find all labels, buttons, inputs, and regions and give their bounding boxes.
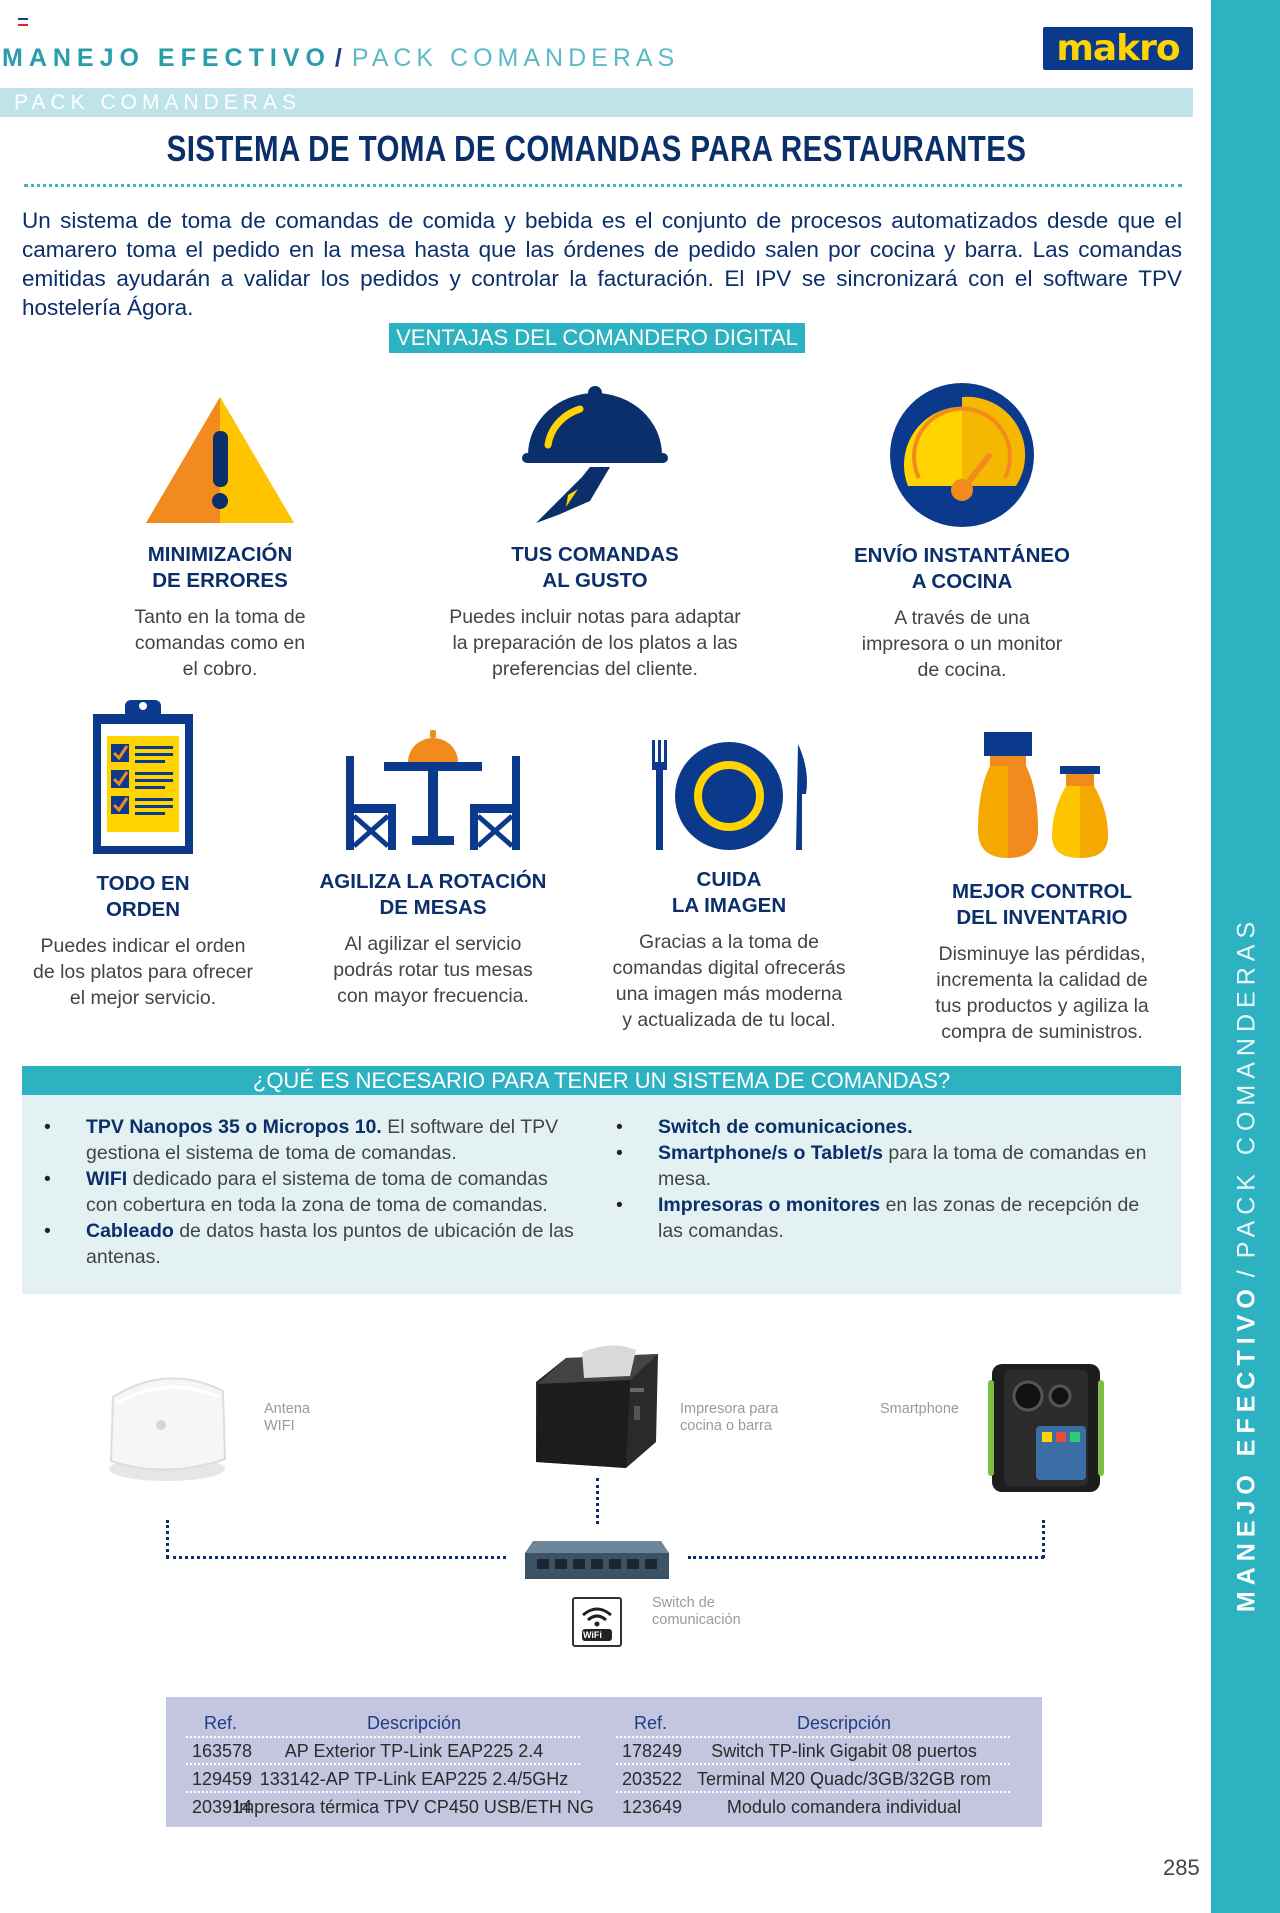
table-cell-ref: 129459 — [192, 1769, 253, 1789]
feature-desc-line2: la preparación de los platos a las — [452, 632, 738, 654]
antenna-label-line2: WIFI — [264, 1418, 295, 1434]
section-title-separator: / — [334, 44, 348, 72]
clipboard-icon — [91, 696, 195, 856]
switch-label — [652, 1595, 741, 1629]
table-row-divider — [186, 1763, 580, 1765]
side-bar-label-sub: PACK COMANDERAS — [1232, 915, 1261, 1259]
table-row-divider — [616, 1763, 1010, 1765]
feature-desc-line2: podrás rotar tus mesas — [333, 959, 533, 981]
table-cell-ref: 203522 — [622, 1769, 683, 1789]
feature-desc-line3: el cobro. — [182, 658, 258, 680]
list-item — [22, 1166, 582, 1218]
feature-title-line1: MEJOR CONTROL — [952, 880, 1132, 903]
section-title-bold: MANEJO EFECTIVO — [2, 44, 331, 72]
list-item-text: de datos hasta los puntos de ubicación de las antenas. — [86, 1220, 574, 1268]
feature-title-line2: AL GUSTO — [542, 569, 648, 592]
feature-everything-in-order — [23, 696, 263, 1011]
feature-title-line1: TODO EN — [96, 872, 190, 895]
feature-inventory-control — [902, 730, 1182, 1045]
connection-line-smartphone — [1042, 1520, 1045, 1558]
feature-desc-line3: el mejor servicio. — [69, 987, 217, 1009]
table-cell-description: 133142-AP TP-Link EAP225 2.4/5GHz — [259, 1769, 569, 1789]
list-item-text: dedicado para el sistema de toma de comandas con cobertura en toda la zona de toma de comandas. — [86, 1168, 548, 1216]
feature-instant-send — [822, 382, 1102, 683]
connection-line-printer — [596, 1478, 599, 1524]
feature-image — [593, 740, 865, 1033]
language-flag-icon — [18, 18, 28, 26]
thermal-printer-image — [526, 1336, 664, 1472]
table-header-ref: Ref. — [204, 1713, 238, 1733]
connection-line-left — [166, 1556, 506, 1559]
feature-title-line2: ORDEN — [105, 898, 181, 921]
table-cell-description: AP Exterior TP-Link EAP225 2.4 — [284, 1741, 544, 1761]
list-item — [22, 1114, 582, 1166]
feature-desc-line1: Puedes indicar el orden — [40, 935, 246, 957]
table-chairs-icon — [344, 728, 522, 856]
list-item-text: en las zonas de recepción de las comandas. — [658, 1194, 1140, 1242]
feature-desc-line2: incrementa la calidad de — [936, 969, 1148, 991]
gauge-icon — [889, 382, 1035, 528]
table-cell-description: Switch TP-link Gigabit 08 puertos — [711, 1741, 977, 1761]
feature-desc-line3: con mayor frecuencia. — [337, 985, 529, 1007]
feature-title-line1: MINIMIZACIÓN — [147, 543, 293, 566]
warning-icon — [142, 393, 298, 527]
table-cell-ref: 163578 — [192, 1741, 253, 1761]
switch-label-line1: Switch de — [652, 1595, 715, 1611]
feature-desc-line1: Tanto en la toma de — [134, 606, 306, 628]
list-item-bold: Impresoras o monitores — [658, 1194, 881, 1216]
requirements-right — [594, 1114, 1166, 1244]
feature-title-line2: A COCINA — [911, 570, 1013, 593]
smartphone-label: Smartphone — [880, 1401, 959, 1417]
smartphone-image — [988, 1360, 1104, 1496]
feature-desc-line1: Gracias a la toma de — [639, 931, 819, 953]
wifi-badge-text: WiFi — [583, 1630, 602, 1640]
feature-custom-orders — [430, 383, 760, 682]
condiment-bottles-icon — [972, 730, 1112, 862]
list-item — [594, 1140, 1166, 1192]
table-row-divider — [186, 1791, 580, 1793]
antenna-label — [264, 1401, 310, 1435]
advantages-heading: VENTAJAS DEL COMANDERO DIGITAL — [389, 323, 805, 353]
feature-title-line2: LA IMAGEN — [671, 894, 787, 917]
page-title: SISTEMA DE TOMA DE COMANDAS PARA RESTAURANTES — [166, 128, 1027, 169]
printer-label — [680, 1401, 778, 1435]
feature-title-line2: DE ERRORES — [152, 569, 288, 592]
table-header-description: Descripción — [366, 1713, 462, 1733]
wifi-antenna-image — [103, 1367, 233, 1485]
requirements-left — [22, 1114, 582, 1270]
page-number: 285 — [1163, 1855, 1200, 1880]
table-row-divider — [616, 1736, 1010, 1738]
plate-cutlery-icon — [646, 740, 812, 852]
switch-label-line2: comunicación — [652, 1612, 741, 1628]
list-item — [594, 1114, 1166, 1140]
feature-desc-line4: y actualizada de tu local. — [622, 1009, 836, 1031]
feature-desc-line3: una imagen más moderna — [615, 983, 843, 1005]
title-divider — [24, 184, 1182, 187]
list-item-bold: TPV Nanopos 35 o Micropos 10. — [86, 1116, 382, 1138]
side-bar-label-bold: MANEJO EFECTIVO — [1232, 1283, 1261, 1613]
section-band — [0, 88, 1193, 117]
list-item-bold: WIFI — [86, 1168, 128, 1190]
table-row-divider — [616, 1791, 1010, 1793]
feature-desc-line3: tus productos y agiliza la — [935, 995, 1149, 1017]
network-switch-image — [523, 1537, 671, 1583]
logo-text: makro — [1056, 28, 1180, 69]
section-band-label: PACK COMANDERAS — [14, 91, 301, 114]
table-header-description: Descripción — [796, 1713, 892, 1733]
feature-title-line1: ENVÍO INSTANTÁNEO — [853, 544, 1071, 567]
list-item-text: El software del TPV gestiona el sistema de toma de comandas. — [86, 1116, 559, 1164]
feature-desc-line2: comandas digital ofrecerás — [612, 957, 846, 979]
wifi-badge — [572, 1597, 622, 1647]
antenna-label-line1: Antena — [264, 1401, 310, 1417]
list-item-bold: Switch de comunicaciones. — [658, 1116, 913, 1138]
requirements-heading: ¿QUÉ ES NECESARIO PARA TENER UN SISTEMA DE COMANDAS? — [22, 1066, 1181, 1095]
feature-desc-line1: Al agilizar el servicio — [344, 933, 522, 955]
feature-desc-line2: de los platos para ofrecer — [32, 961, 254, 983]
table-cell-ref: 123649 — [622, 1797, 683, 1817]
feature-title-line1: CUIDA — [696, 868, 762, 891]
table-cell-description: Terminal M20 Quadc/3GB/32GB rom — [696, 1769, 992, 1789]
connection-line-right — [688, 1556, 1044, 1559]
feature-minimize-errors — [100, 393, 340, 682]
feature-title-line2: DEL INVENTARIO — [956, 906, 1128, 929]
connection-line-antenna — [166, 1520, 169, 1558]
table-cell-description: Modulo comandera individual — [726, 1797, 962, 1817]
table-cell-ref: 203914 — [192, 1797, 253, 1817]
feature-desc-line4: compra de suministros. — [941, 1021, 1143, 1043]
side-bar-label — [1233, 916, 1262, 1612]
feature-desc-line1: Puedes incluir notas para adaptar — [449, 606, 741, 628]
list-item-text: para la toma de comandas en mesa. — [658, 1142, 1147, 1190]
cloche-icon — [520, 383, 670, 527]
feature-desc-line1: Disminuye las pérdidas, — [938, 943, 1146, 965]
feature-title-line2: DE MESAS — [379, 896, 487, 919]
makro-logo — [1043, 27, 1193, 70]
list-item — [594, 1192, 1166, 1244]
feature-desc-line2: impresora o un monitor — [861, 633, 1063, 655]
list-item-bold: Cableado — [86, 1220, 174, 1242]
feature-desc-line3: de cocina. — [917, 659, 1007, 681]
feature-table-rotation — [303, 728, 563, 1009]
section-title-sub: PACK COMANDERAS — [351, 44, 680, 72]
list-item — [22, 1218, 582, 1270]
printer-label-line1: Impresora para — [680, 1401, 779, 1417]
section-title — [2, 44, 679, 73]
table-row-divider — [186, 1736, 580, 1738]
table-cell-description: Impresora térmica TPV CP450 USB/ETH NG — [234, 1797, 594, 1817]
side-bar-label-separator: / — [1232, 1264, 1261, 1278]
table-header-ref: Ref. — [634, 1713, 668, 1733]
feature-title-line1: TUS COMANDAS — [511, 543, 679, 566]
list-item-bold: Smartphone/s o Tablet/s — [658, 1142, 884, 1164]
table-cell-ref: 178249 — [622, 1741, 683, 1761]
printer-label-line2: cocina o barra — [680, 1418, 772, 1434]
feature-desc-line2: comandas como en — [134, 632, 306, 654]
feature-desc-line3: preferencias del cliente. — [492, 658, 698, 680]
feature-title-line1: AGILIZA LA ROTACIÓN — [319, 870, 547, 893]
feature-desc-line1: A través de una — [894, 607, 1030, 629]
intro-paragraph: Un sistema de toma de comandas de comida y bebida es el conjunto de procesos automatizados desde que el camarero toma el pedido en la mesa hasta que las órdenes de pedido salen por cocina y barra. Las comandas emitidas ayudarán a validar los pedidos y controlar la facturación. El IPV se sincronizará con el software TPV hostelería Ágora. — [22, 208, 1182, 320]
